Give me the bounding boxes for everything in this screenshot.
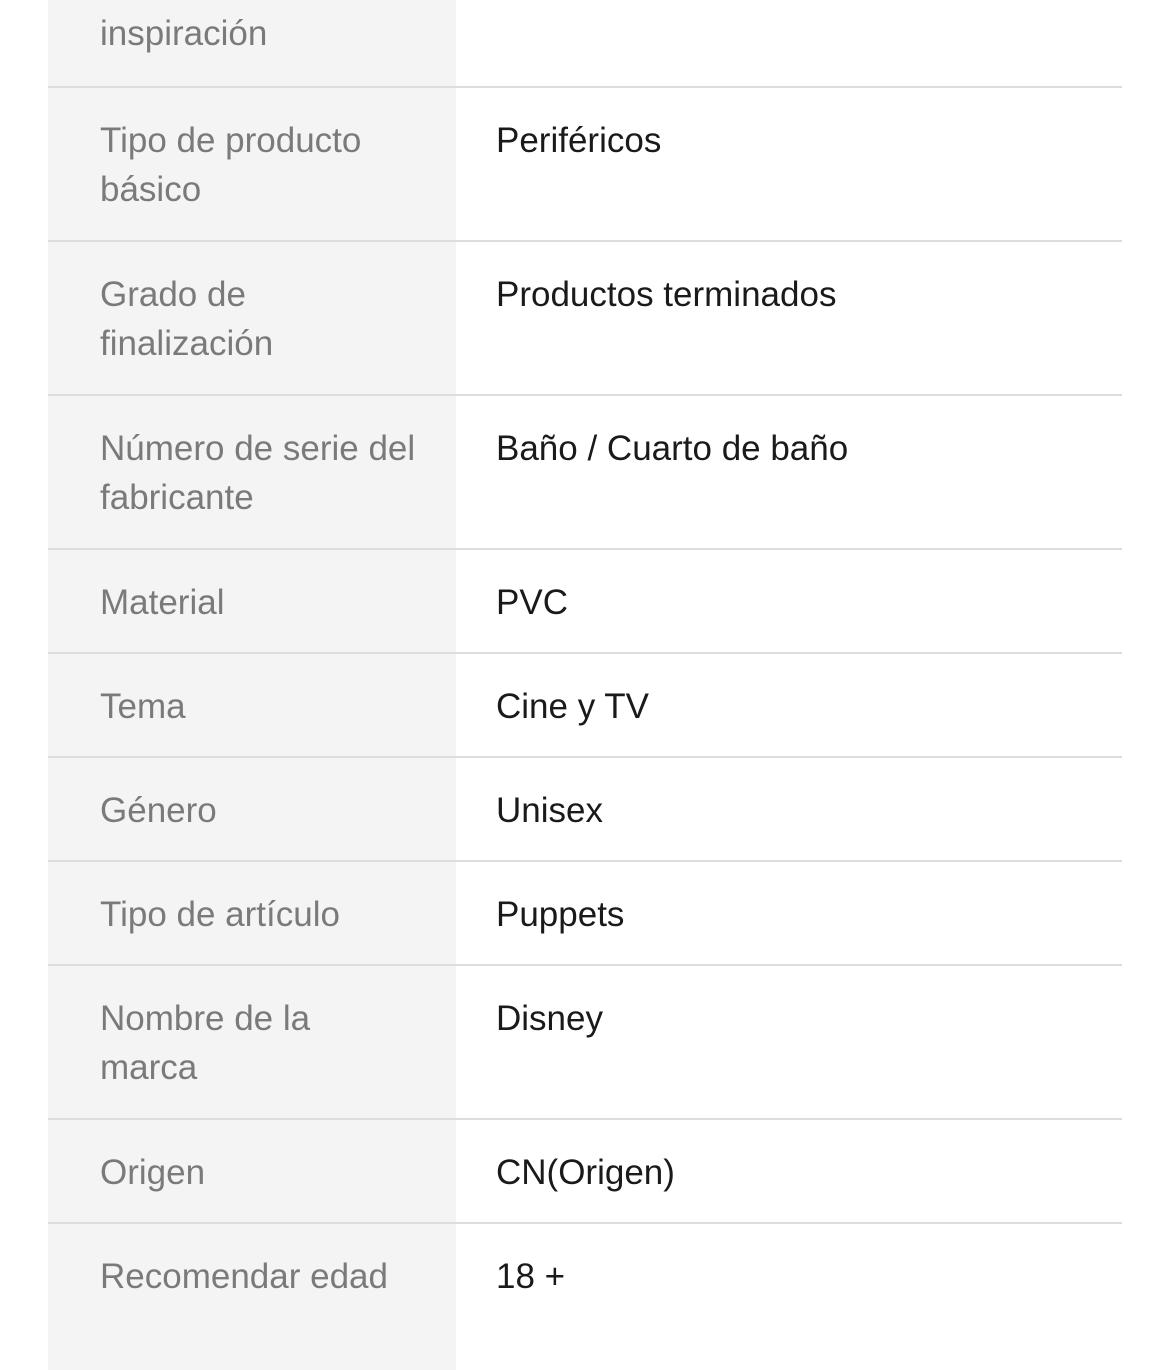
spec-value: Baño / Cuarto de baño	[496, 429, 849, 468]
product-specifications-table	[48, 0, 1122, 1370]
spec-row-brand-name	[48, 966, 1122, 1120]
spec-row-inspiration	[48, 0, 1122, 88]
spec-key: inspiración	[48, 0, 456, 86]
spec-value: 18 +	[496, 1257, 566, 1296]
spec-key: Género	[48, 758, 456, 860]
spec-row-item-type	[48, 862, 1122, 966]
spec-row-recommended-age	[48, 1224, 1122, 1370]
spec-key: Recomendar edad	[48, 1224, 456, 1370]
spec-row-gender	[48, 758, 1122, 862]
spec-key: Nombre de la marca	[48, 966, 456, 1118]
spec-value: Cine y TV	[496, 687, 650, 726]
spec-value: Disney	[496, 999, 603, 1038]
spec-value: Puppets	[496, 895, 625, 934]
spec-key: Grado de finalización	[48, 242, 456, 394]
spec-row-material	[48, 550, 1122, 654]
spec-row-manufacturer-serial	[48, 396, 1122, 550]
spec-row-product-type	[48, 88, 1122, 242]
spec-key: Tipo de artículo	[48, 862, 456, 964]
spec-row-completion-grade	[48, 242, 1122, 396]
spec-row-theme	[48, 654, 1122, 758]
spec-key: Tipo de producto básico	[48, 88, 456, 240]
spec-value: Productos terminados	[496, 275, 837, 314]
spec-value: Periféricos	[496, 121, 662, 160]
spec-value	[456, 0, 1122, 86]
spec-value: CN(Origen)	[496, 1153, 675, 1192]
spec-key: Tema	[48, 654, 456, 756]
spec-value: PVC	[496, 583, 568, 622]
spec-value: Unisex	[496, 791, 603, 830]
spec-key: Material	[48, 550, 456, 652]
spec-row-origin	[48, 1120, 1122, 1224]
spec-key: Número de serie del fabricante	[48, 396, 456, 548]
spec-key: Origen	[48, 1120, 456, 1222]
